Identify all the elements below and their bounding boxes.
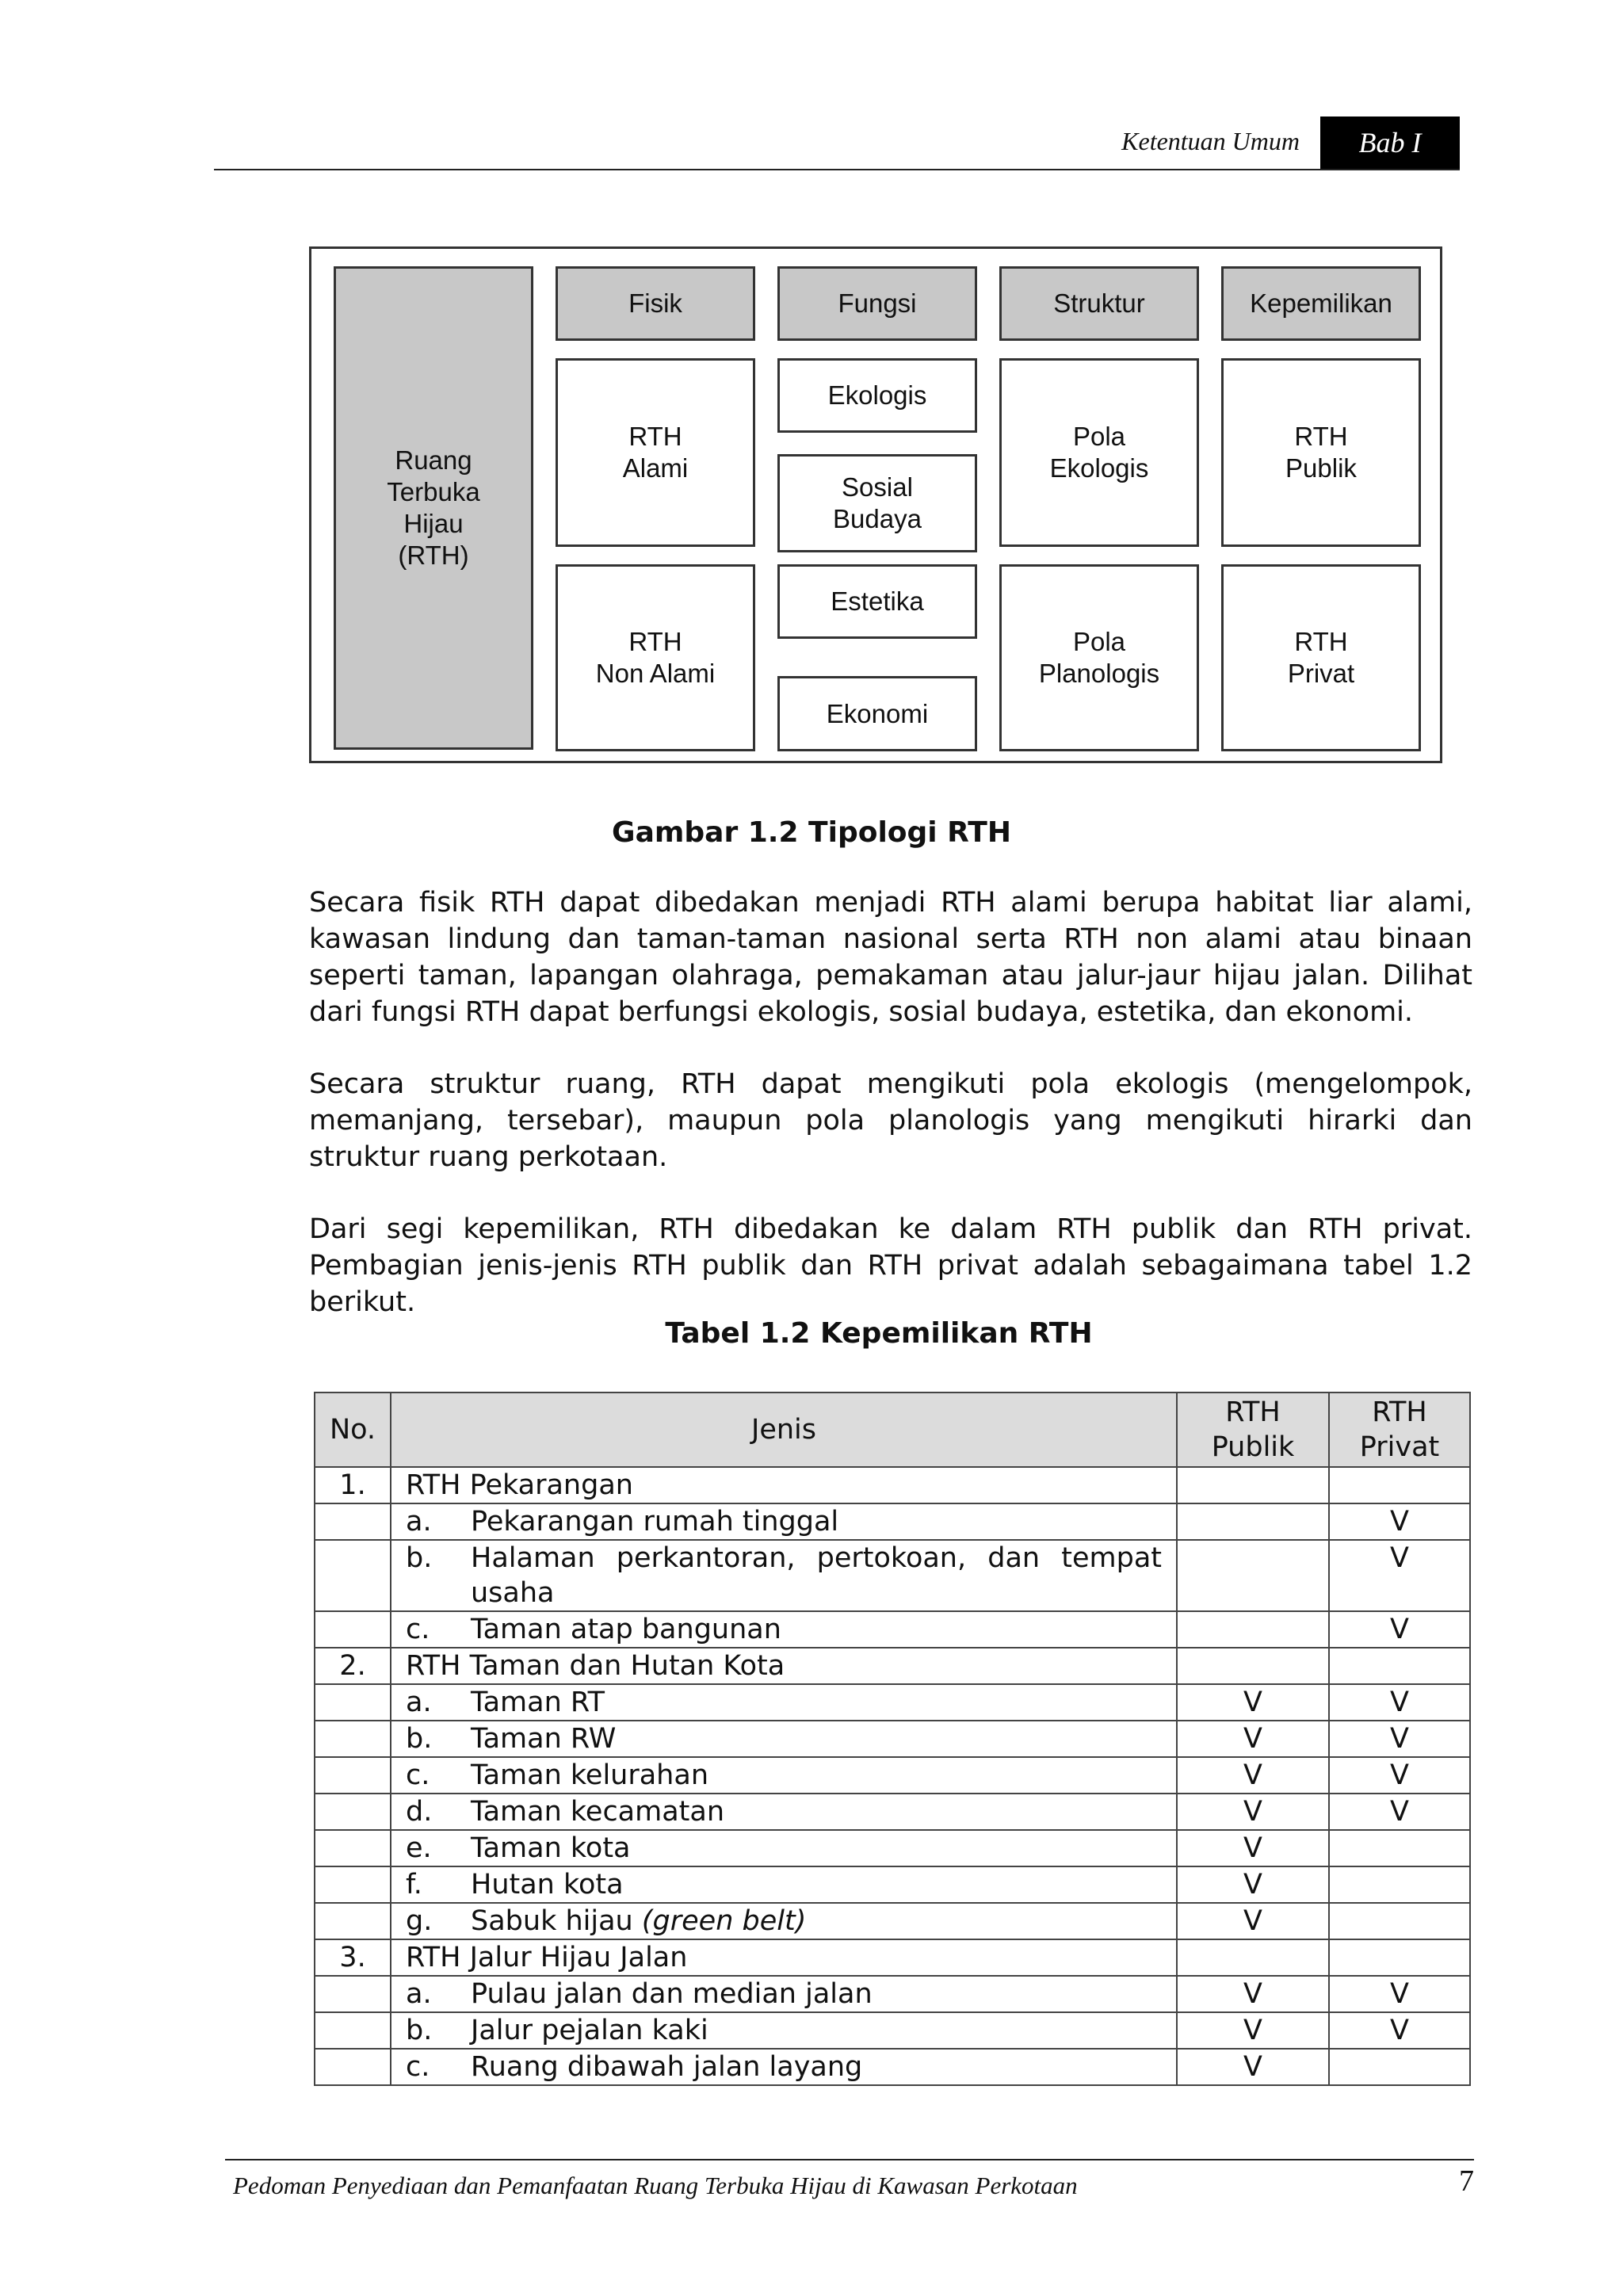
chapter-badge: Bab I bbox=[1320, 117, 1460, 169]
row-publik: V bbox=[1177, 1721, 1329, 1757]
row-group-title: RTH Pekarangan bbox=[391, 1467, 1177, 1503]
row-letter: c. bbox=[406, 1759, 430, 1791]
table-row bbox=[315, 1684, 1470, 1721]
row-text: Taman kecamatan bbox=[471, 1796, 725, 1828]
header-divider bbox=[214, 169, 1460, 170]
row-publik bbox=[1177, 1540, 1329, 1611]
row-letter: b. bbox=[406, 1542, 433, 1574]
row-publik bbox=[1177, 1611, 1329, 1648]
row-publik: V bbox=[1177, 1757, 1329, 1794]
row-no bbox=[315, 1830, 391, 1866]
table-row bbox=[315, 1648, 1470, 1684]
row-no bbox=[315, 1794, 391, 1830]
box-pola-ekologis: Pola Ekologis bbox=[999, 358, 1199, 547]
row-letter: a. bbox=[406, 1978, 432, 2010]
row-no: 1. bbox=[315, 1467, 391, 1503]
row-letter: e. bbox=[406, 1832, 432, 1864]
row-letter: d. bbox=[406, 1796, 433, 1828]
row-privat bbox=[1329, 1648, 1470, 1684]
row-privat: V bbox=[1329, 1503, 1470, 1540]
paragraph-fisik-fungsi: Secara fisik RTH dapat dibedakan menjadi RTH alami berupa habitat liar alami, kawasan lindung dan taman-taman nasional serta RTH non alami atau binaan seperti taman, lapangan olahraga, pemakaman atau jalur-jaur hijau jalan. Dilihat dari fungsi RTH dapat berfungsi ekologis, sosial budaya, estetika, dan ekonomi. bbox=[309, 887, 1472, 1028]
box-sosial-budaya: Sosial Budaya bbox=[777, 454, 977, 552]
row-no: 2. bbox=[315, 1648, 391, 1684]
row-no bbox=[315, 1684, 391, 1721]
ownership-table bbox=[314, 1392, 1471, 2086]
table-row bbox=[315, 1794, 1470, 1830]
row-publik bbox=[1177, 1503, 1329, 1540]
table-row bbox=[315, 1939, 1470, 1976]
row-no bbox=[315, 1503, 391, 1540]
box-ekologis: Ekologis bbox=[777, 358, 977, 433]
row-privat bbox=[1329, 1830, 1470, 1866]
row-privat: V bbox=[1329, 1757, 1470, 1794]
row-text: Taman kelurahan bbox=[471, 1759, 708, 1791]
box-rth-non-alami: RTH Non Alami bbox=[556, 564, 755, 751]
row-text: Taman RW bbox=[471, 1723, 617, 1755]
row-privat bbox=[1329, 2049, 1470, 2085]
row-letter: b. bbox=[406, 2015, 433, 2046]
row-privat: V bbox=[1329, 1794, 1470, 1830]
row-publik: V bbox=[1177, 1794, 1329, 1830]
row-publik: V bbox=[1177, 1830, 1329, 1866]
row-publik: V bbox=[1177, 1903, 1329, 1939]
row-no bbox=[315, 1903, 391, 1939]
row-text: Ruang dibawah jalan layang bbox=[471, 2051, 863, 2083]
figure-caption: Gambar 1.2 Tipologi RTH bbox=[612, 816, 1011, 849]
table-row bbox=[315, 1976, 1470, 2012]
row-publik bbox=[1177, 1939, 1329, 1976]
row-publik: V bbox=[1177, 2012, 1329, 2049]
box-rth-alami: RTH Alami bbox=[556, 358, 755, 547]
header-rth-publik: RTH Publik bbox=[1177, 1392, 1329, 1467]
row-group-title: RTH Jalur Hijau Jalan bbox=[391, 1939, 1177, 1976]
row-text: Jalur pejalan kaki bbox=[471, 2015, 708, 2046]
row-publik: V bbox=[1177, 1976, 1329, 2012]
row-privat bbox=[1329, 1467, 1470, 1503]
category-fisik: Fisik bbox=[556, 266, 755, 341]
table-caption: Tabel 1.2 Kepemilikan RTH bbox=[665, 1317, 1093, 1350]
table-row bbox=[315, 1830, 1470, 1866]
table-row bbox=[315, 1503, 1470, 1540]
row-no bbox=[315, 1611, 391, 1648]
header-jenis: Jenis bbox=[391, 1392, 1177, 1467]
diagram-root-box: Ruang Terbuka Hijau (RTH) bbox=[334, 266, 533, 750]
row-letter: g. bbox=[406, 1905, 433, 1937]
category-fungsi: Fungsi bbox=[777, 266, 977, 341]
row-no bbox=[315, 1540, 391, 1611]
row-letter: a. bbox=[406, 1687, 432, 1718]
table-row bbox=[315, 1540, 1470, 1611]
row-privat bbox=[1329, 1939, 1470, 1976]
table-row bbox=[315, 2049, 1470, 2085]
box-ekonomi: Ekonomi bbox=[777, 676, 977, 751]
table-row bbox=[315, 2012, 1470, 2049]
category-struktur: Struktur bbox=[999, 266, 1199, 341]
rth-typology-diagram bbox=[309, 246, 1442, 763]
row-group-title: RTH Taman dan Hutan Kota bbox=[391, 1648, 1177, 1684]
row-text: Sabuk hijau bbox=[471, 1905, 633, 1937]
row-publik bbox=[1177, 1648, 1329, 1684]
row-publik: V bbox=[1177, 1684, 1329, 1721]
row-no bbox=[315, 1721, 391, 1757]
header-no: No. bbox=[315, 1392, 391, 1467]
row-no bbox=[315, 1757, 391, 1794]
box-pola-planologis: Pola Planologis bbox=[999, 564, 1199, 751]
running-header-title: Ketentuan Umum bbox=[1121, 127, 1300, 155]
row-text: Hutan kota bbox=[471, 1869, 624, 1901]
row-publik bbox=[1177, 1467, 1329, 1503]
row-no bbox=[315, 2049, 391, 2085]
row-text-italic: (green belt) bbox=[641, 1905, 807, 1937]
row-letter: f. bbox=[406, 1869, 422, 1901]
table-row bbox=[315, 1757, 1470, 1794]
row-privat bbox=[1329, 1903, 1470, 1939]
row-text: Taman atap bangunan bbox=[471, 1614, 781, 1645]
row-text: Taman RT bbox=[471, 1687, 605, 1718]
row-publik: V bbox=[1177, 1866, 1329, 1903]
table-row bbox=[315, 1611, 1470, 1648]
category-kepemilikan: Kepemilikan bbox=[1221, 266, 1421, 341]
row-text: Taman kota bbox=[471, 1832, 631, 1864]
row-no bbox=[315, 1866, 391, 1903]
table-row bbox=[315, 1721, 1470, 1757]
row-no: 3. bbox=[315, 1939, 391, 1976]
row-letter: c. bbox=[406, 2051, 430, 2083]
box-rth-privat: RTH Privat bbox=[1221, 564, 1421, 751]
table-row bbox=[315, 1903, 1470, 1939]
row-letter: b. bbox=[406, 1723, 433, 1755]
row-privat: V bbox=[1329, 1976, 1470, 2012]
box-rth-publik: RTH Publik bbox=[1221, 358, 1421, 547]
row-privat: V bbox=[1329, 1611, 1470, 1648]
box-estetika: Estetika bbox=[777, 564, 977, 639]
row-privat bbox=[1329, 1866, 1470, 1903]
table-row bbox=[315, 1467, 1470, 1503]
row-no bbox=[315, 2012, 391, 2049]
header-rth-privat: RTH Privat bbox=[1329, 1392, 1470, 1467]
row-letter: a. bbox=[406, 1506, 432, 1538]
paragraph-kepemilikan: Dari segi kepemilikan, RTH dibedakan ke dalam RTH publik dan RTH privat. Pembagian jenis-jenis RTH publik dan RTH privat adalah sebagaimana tabel 1.2 berikut. bbox=[309, 1213, 1472, 1318]
page-number: 7 bbox=[1459, 2164, 1474, 2198]
footer-divider bbox=[225, 2159, 1474, 2160]
table-row bbox=[315, 1866, 1470, 1903]
row-letter: c. bbox=[406, 1614, 430, 1645]
row-privat: V bbox=[1329, 1540, 1470, 1611]
row-text: Halaman perkantoran, pertokoan, dan tempat usaha bbox=[471, 1542, 1162, 1609]
paragraph-struktur: Secara struktur ruang, RTH dapat mengikuti pola ekologis (mengelompok, memanjang, tersebar), maupun pola planologis yang mengikuti hirarki dan struktur ruang perkotaan. bbox=[309, 1068, 1472, 1173]
footer-title: Pedoman Penyediaan dan Pemanfaatan Ruang Terbuka Hijau di Kawasan Perkotaan bbox=[233, 2172, 1078, 2199]
row-no bbox=[315, 1976, 391, 2012]
row-privat: V bbox=[1329, 1684, 1470, 1721]
row-privat: V bbox=[1329, 1721, 1470, 1757]
row-text: Pulau jalan dan median jalan bbox=[471, 1978, 873, 2010]
row-publik: V bbox=[1177, 2049, 1329, 2085]
row-text: Pekarangan rumah tinggal bbox=[471, 1506, 839, 1538]
row-privat: V bbox=[1329, 2012, 1470, 2049]
